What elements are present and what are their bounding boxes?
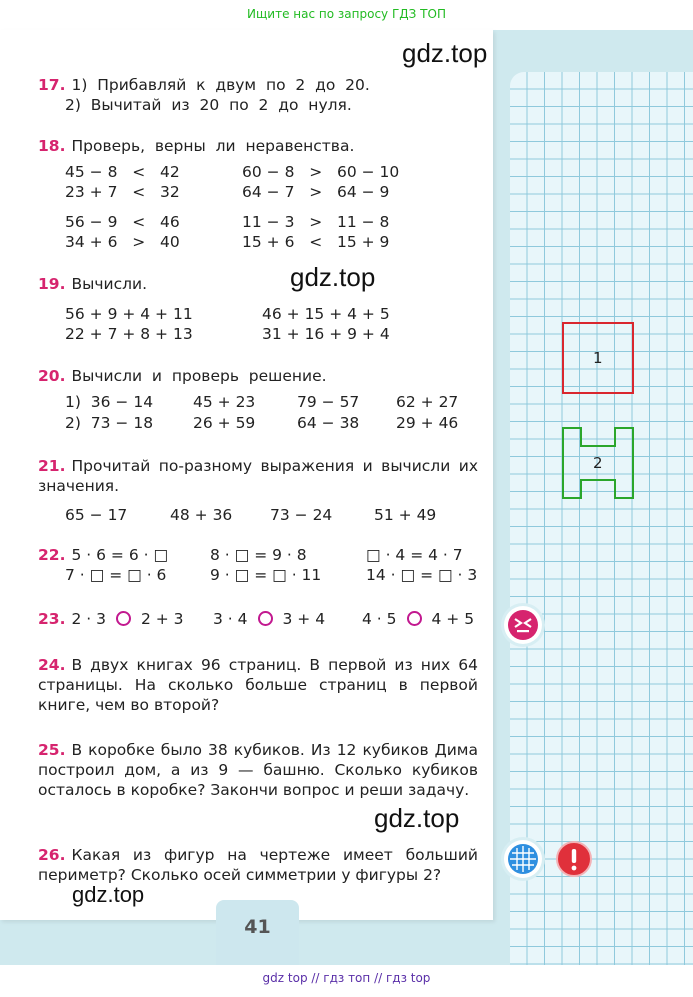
expression: 65 − 17 xyxy=(65,506,128,524)
expression: 26 + 59 xyxy=(193,414,256,432)
task-22: 22. 5 · 6 = 6 · □ xyxy=(38,546,169,564)
equation: 8 · □ = 9 · 8 xyxy=(210,546,307,564)
expression: 62 + 27 xyxy=(396,393,459,411)
comparison: 4 · 5 4 + 5 xyxy=(362,610,475,628)
search-hint[interactable]: Ищите нас по запросу ГДЗ ТОП xyxy=(247,7,446,21)
expression: 51 + 49 xyxy=(374,506,437,524)
expression: 1) 36 − 14 xyxy=(65,393,154,411)
expression: 73 − 24 xyxy=(270,506,333,524)
task-17: 17. 1) Прибавляй к двум по 2 до 20. xyxy=(38,76,370,94)
page-number: 41 xyxy=(216,900,299,965)
expression: 22 + 7 + 8 + 13 xyxy=(65,325,193,343)
inequality: 45 − 8 < 42 xyxy=(65,163,180,181)
comparison-circle[interactable] xyxy=(258,611,273,626)
watermark: gdz.top xyxy=(402,38,488,68)
task-24: 24. В двух книгах 96 страниц. В первой из них 64 страницы. На сколько больше страниц в первой книге, чем во второй? xyxy=(38,656,478,714)
inequality: 64 − 7 > 64 − 9 xyxy=(242,183,390,201)
expression: 31 + 16 + 9 + 4 xyxy=(262,325,390,343)
equation: □ · 4 = 4 · 7 xyxy=(366,546,463,564)
equation: 14 · □ = □ · 3 xyxy=(366,566,478,584)
watermark: gdz.top xyxy=(374,803,460,833)
comparison: 3 · 4 3 + 4 xyxy=(213,610,326,628)
expression: 48 + 36 xyxy=(170,506,233,524)
comparison-circle[interactable] xyxy=(407,611,422,626)
footer-links[interactable]: gdz top // гдз топ // гдз top xyxy=(262,971,431,985)
comparison-circle[interactable] xyxy=(116,611,131,626)
equation: 7 · □ = □ · 6 xyxy=(65,566,167,584)
figure-2-label: 2 xyxy=(593,454,603,472)
task-26: 26. Какая из фигур на чертеже имеет больший периметр? Сколько осей симметрии у фигуры 2? xyxy=(38,846,478,884)
task-25: 25. В коробке было 38 кубиков. Из 12 кубиков Дима построил дом, а из 9 — башню. Сколько кубиков осталось в коробке? Закончи вопрос и реши задачу. xyxy=(38,741,478,799)
task-number: 17. xyxy=(38,76,66,94)
expression: 45 + 23 xyxy=(193,393,256,411)
pair-work-icon[interactable] xyxy=(504,606,542,644)
watermark: gdz.top xyxy=(72,882,145,907)
inequality: 23 + 7 < 32 xyxy=(65,183,180,201)
exclamation-icon[interactable] xyxy=(555,840,593,878)
inequality: 15 + 6 < 15 + 9 xyxy=(242,233,390,251)
task-19: 19. Вычисли. xyxy=(38,275,148,293)
expression: 29 + 46 xyxy=(396,414,459,432)
grid-icon[interactable] xyxy=(504,840,542,878)
expression: 46 + 15 + 4 + 5 xyxy=(262,305,390,323)
inequality: 60 − 8 > 60 − 10 xyxy=(242,163,400,181)
expression: 79 − 57 xyxy=(297,393,360,411)
figures-drawing xyxy=(555,315,645,510)
expression: 64 − 38 xyxy=(297,414,360,432)
task-21: 21. Прочитай по-разному выражения и вычисли их значения. xyxy=(38,457,478,495)
task-17-line2: 2) Вычитай из 20 по 2 до нуля. xyxy=(65,96,352,114)
task-23: 23. 2 · 3 2 + 3 xyxy=(38,610,184,628)
expression: 56 + 9 + 4 + 11 xyxy=(65,305,193,323)
grid-paper-panel xyxy=(510,72,693,965)
expression: 2) 73 − 18 xyxy=(65,414,154,432)
inequality: 11 − 3 > 11 − 8 xyxy=(242,213,390,231)
task-18: 18. Проверь, верны ли неравенства. xyxy=(38,137,355,155)
inequality: 56 − 9 < 46 xyxy=(65,213,180,231)
equation: 9 · □ = □ · 11 xyxy=(210,566,322,584)
watermark: gdz.top xyxy=(290,262,376,292)
figure-1-label: 1 xyxy=(593,349,603,367)
task-20: 20. Вычисли и проверь решение. xyxy=(38,367,327,385)
inequality: 34 + 6 > 40 xyxy=(65,233,180,251)
